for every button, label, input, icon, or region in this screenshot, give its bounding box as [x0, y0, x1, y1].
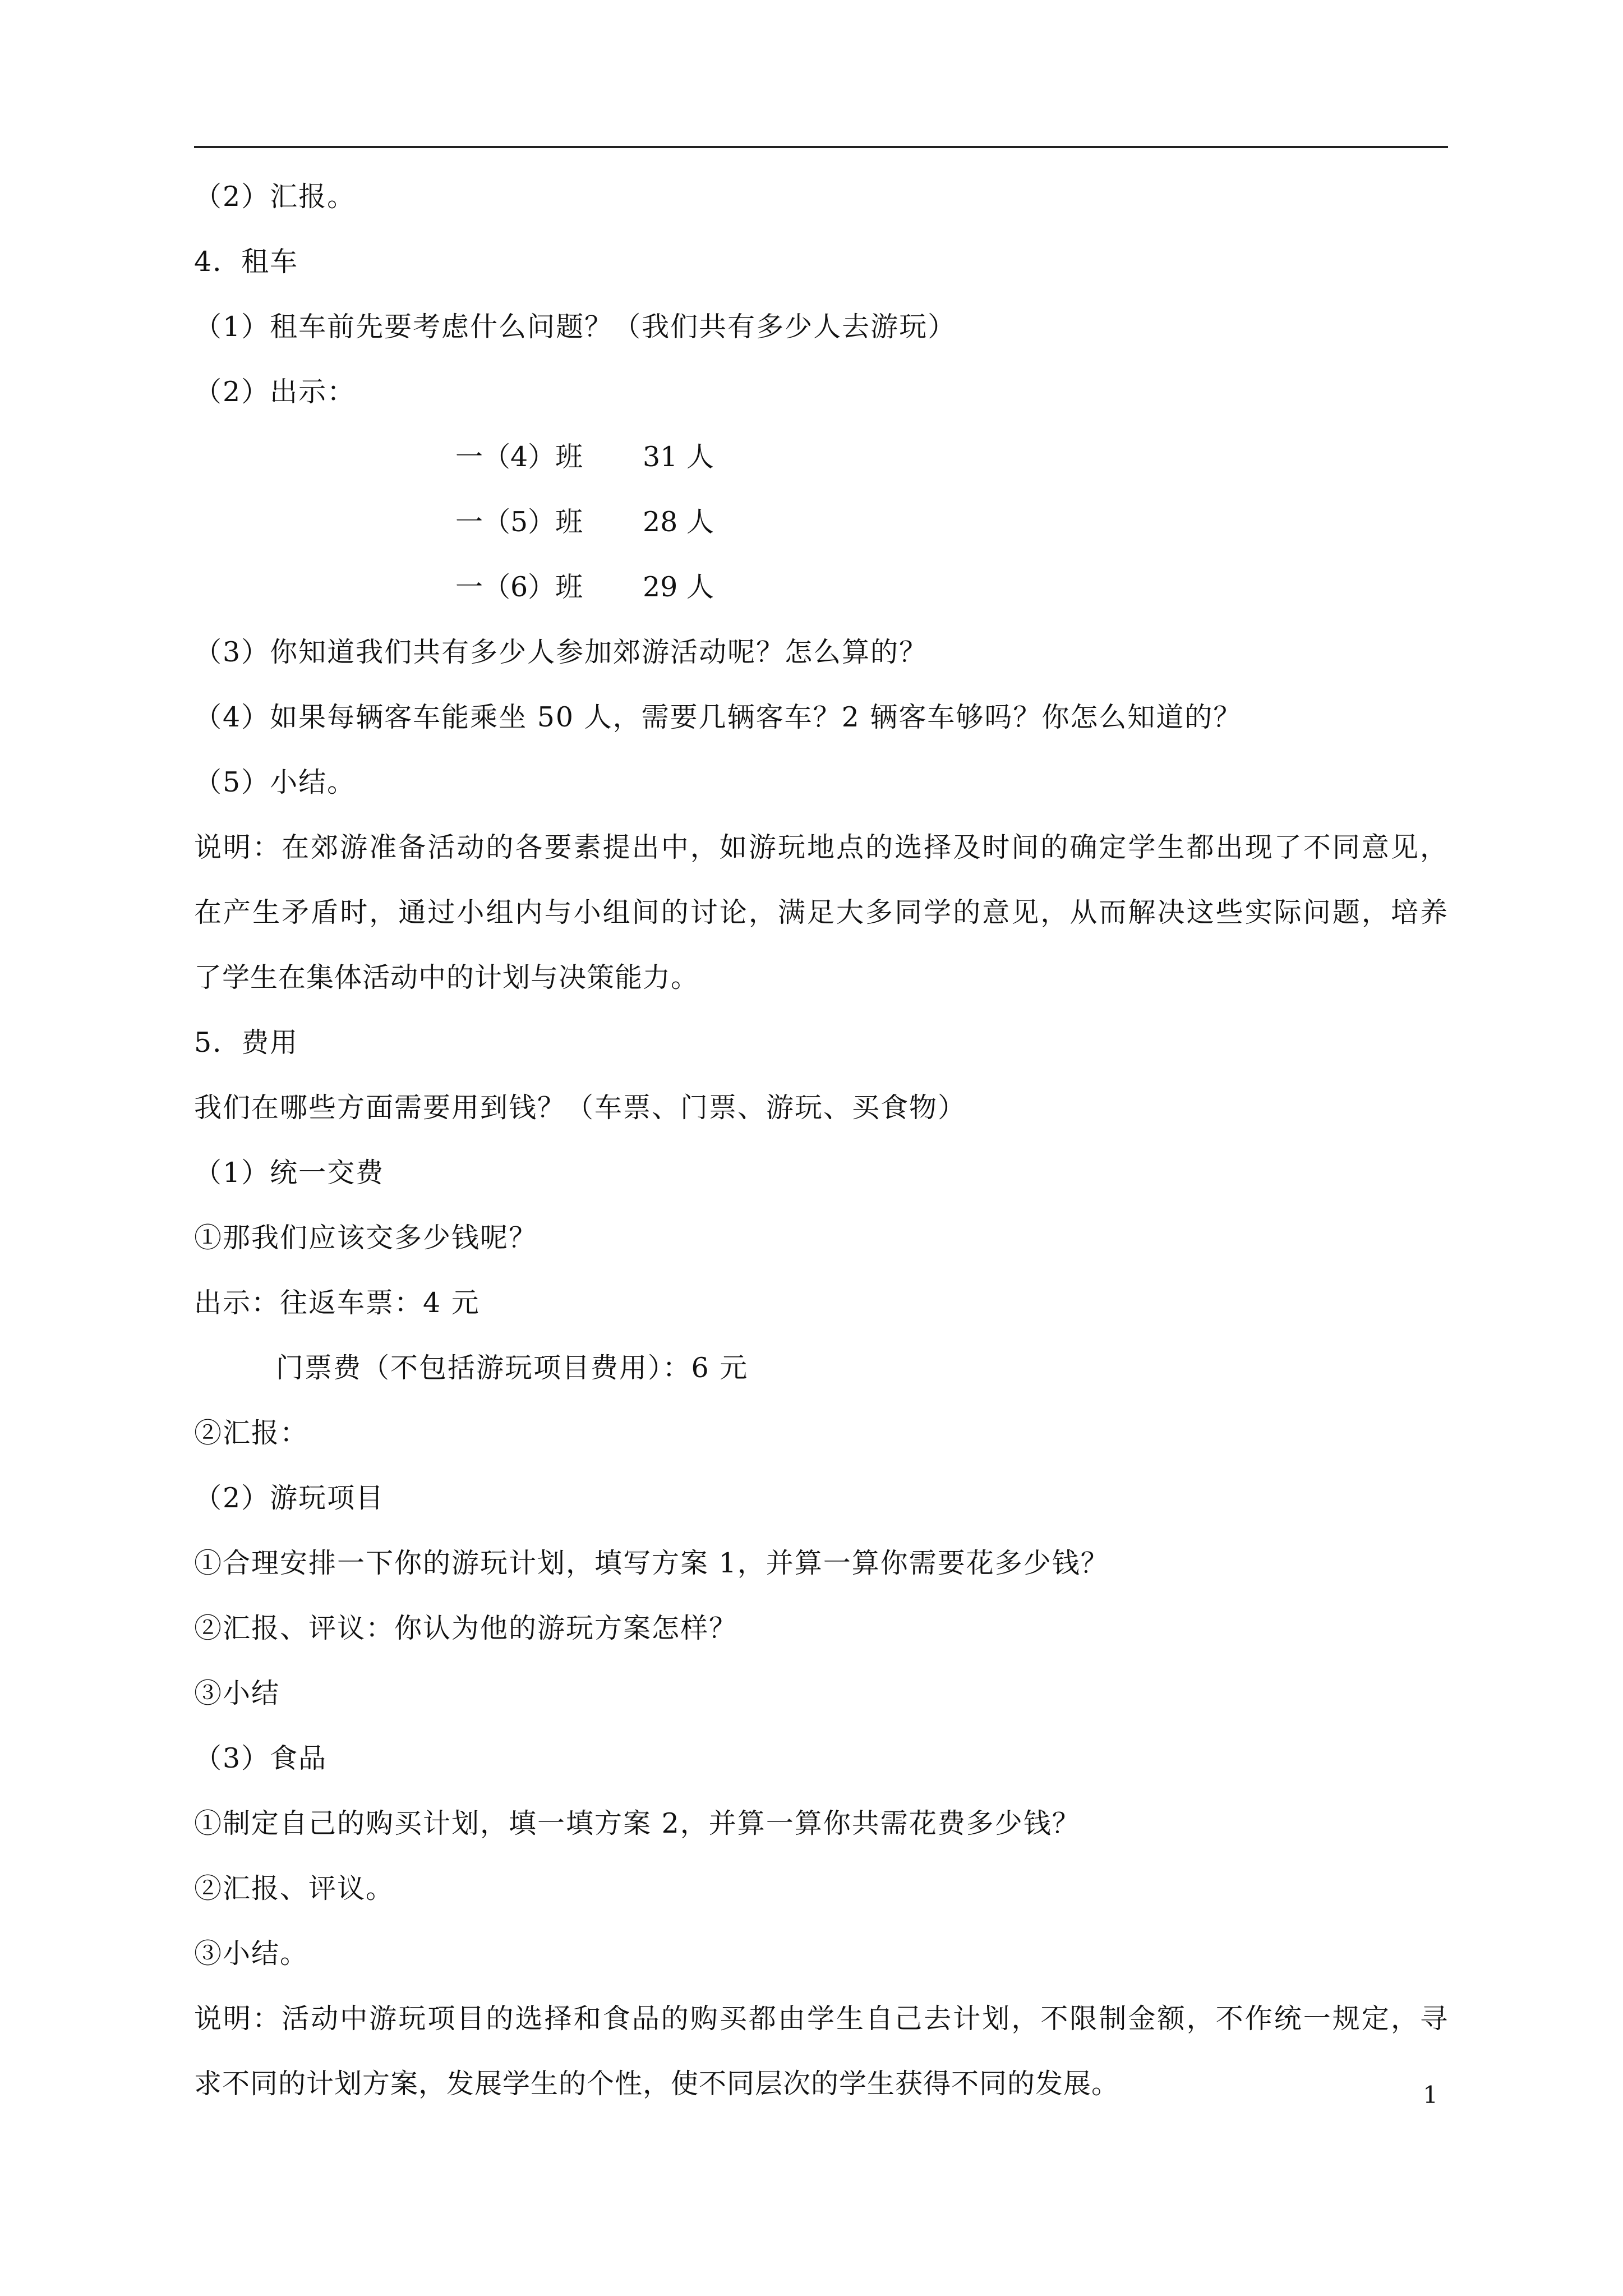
text-line: （4）如果每辆客车能乘坐 50 人，需要几辆客车？2 辆客车够吗？你怎么知道的？ [194, 701, 1242, 733]
note-paragraph [194, 2001, 1448, 2101]
class-row [194, 440, 1448, 475]
text-line: ②汇报、评议。 [194, 1872, 395, 1904]
class-row [194, 505, 1448, 540]
note-paragraph [194, 830, 1448, 995]
text-line: （1）统一交费 [194, 1157, 385, 1189]
page-number: 1 [1423, 2081, 1438, 2109]
text-line: （5）小结。 [194, 766, 356, 798]
class-count: 31 人 [643, 441, 714, 473]
page-body [194, 180, 1448, 2132]
text-line: （2）游玩项目 [194, 1482, 385, 1514]
class-name: 一（4）班 [455, 441, 583, 473]
text-line: ①那我们应该交多少钱呢？ [194, 1222, 538, 1254]
class-name: 一（5）班 [455, 506, 583, 538]
text-line: ①制定自己的购买计划，填一填方案 2，并算一算你共需花费多少钱？ [194, 1807, 1081, 1839]
note-line: 说明：在郊游准备活动的各要素提出中，如游玩地点的选择及时间的确定学生都出现了不同意见， [194, 831, 1448, 863]
class-row [194, 570, 1448, 605]
note-line: 求不同的计划方案，发展学生的个性，使不同层次的学生获得不同的发展。 [194, 2068, 1120, 2100]
text-line: 出示：往返车票：4 元 [194, 1287, 480, 1319]
note-line: 了学生在集体活动中的计划与决策能力。 [194, 961, 699, 993]
header-rule [194, 146, 1448, 148]
text-line: ③小结。 [194, 1938, 309, 1970]
text-line: （2）汇报。 [194, 181, 356, 213]
text-line: （3）你知道我们共有多少人参加郊游活动呢？怎么算的？ [194, 636, 928, 668]
section-heading: 4．租车 [194, 246, 299, 278]
class-name: 一（6）班 [455, 571, 583, 603]
text-line: ③小结 [194, 1677, 280, 1709]
note-line: 在产生矛盾时，通过小组内与小组间的讨论，满足大多同学的意见，从而解决这些实际问题，培养 [194, 896, 1448, 928]
text-line: ②汇报： [194, 1417, 309, 1449]
text-line: （1）租车前先要考虑什么问题？（我们共有多少人去游玩） [194, 311, 957, 343]
class-count: 28 人 [643, 506, 714, 538]
section-heading: 5．费用 [194, 1027, 299, 1059]
class-count: 29 人 [643, 571, 714, 603]
ticket-line: 门票费（不包括游玩项目费用）：6 元 [276, 1352, 749, 1384]
note-line: 说明：活动中游玩项目的选择和食品的购买都由学生自己去计划，不限制金额，不作统一规定，寻 [194, 2003, 1448, 2035]
text-line: ①合理安排一下你的游玩计划，填写方案 1，并算一算你需要花多少钱？ [194, 1547, 1109, 1579]
text-line: 我们在哪些方面需要用到钱？（车票、门票、游玩、买食物） [194, 1092, 967, 1124]
text-line: ②汇报、评议：你认为他的游玩方案怎样？ [194, 1612, 738, 1644]
text-line: （2）出示： [194, 376, 356, 408]
text-line: （3）食品 [194, 1742, 328, 1774]
